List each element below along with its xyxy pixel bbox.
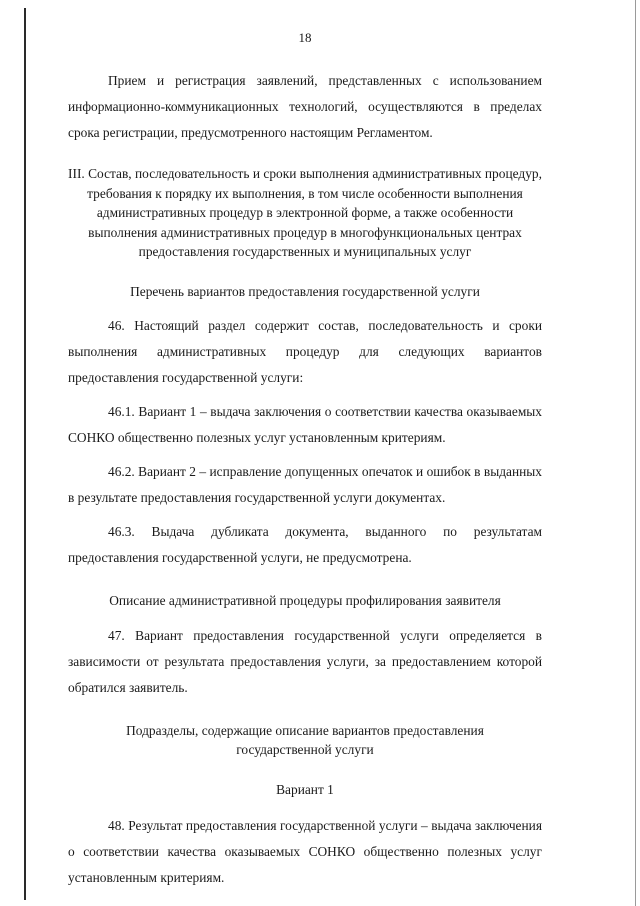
scan-edge-right	[635, 0, 636, 906]
section-title: III. Состав, последовательность и сроки выполнения административных процедур, требования к порядку их выполнения, в том числе особенности выполнения административных процедур в электронной форме, а также особенности выполнения административных процедур в многофункциональных центрах предоставления государственных и муниципальных услуг	[68, 166, 542, 259]
document-page	[68, 30, 542, 891]
variant-1-heading: Вариант 1	[276, 781, 334, 797]
variants-list-heading: Перечень вариантов предоставления государственной услуги	[130, 283, 480, 299]
page-number: 18	[298, 30, 312, 45]
paragraph-46-3: 46.3. Выдача дубликата документа, выданного по результатам предоставления государственной услуги, не предусмотрена.	[68, 524, 542, 565]
scan-edge-left	[24, 8, 26, 900]
subsections-heading: Подразделы, содержащие описание вариантов предоставления государственной услуги	[126, 722, 484, 757]
paragraph-47: 47. Вариант предоставления государственной услуги определяется в зависимости от результата предоставления услуги, за предоставлением которой обратился заявитель.	[68, 627, 542, 695]
paragraph-46: 46. Настоящий раздел содержит состав, последовательность и сроки выполнения административных процедур для следующих вариантов предоставления государственной услуги:	[68, 318, 542, 385]
paragraph-intro: Прием и регистрация заявлений, представленных с использованием информационно-коммуникационных технологий, осуществляются в пределах срока регистрации, предусмотренного настоящим Регламентом.	[68, 73, 542, 140]
paragraph-46-2: 46.2. Вариант 2 – исправление допущенных опечаток и ошибок в выданных в результате предоставления государственной услуги документах.	[68, 464, 542, 505]
paragraph-48: 48. Результат предоставления государственной услуги – выдача заключения о соответствии качества оказываемых СОНКО общественно полезных услуг установленным критериям.	[68, 818, 542, 885]
paragraph-46-1: 46.1. Вариант 1 – выдача заключения о соответствии качества оказываемых СОНКО общественно полезных услуг установленным критериям.	[68, 404, 542, 445]
profiling-heading: Описание административной процедуры профилирования заявителя	[109, 593, 501, 608]
